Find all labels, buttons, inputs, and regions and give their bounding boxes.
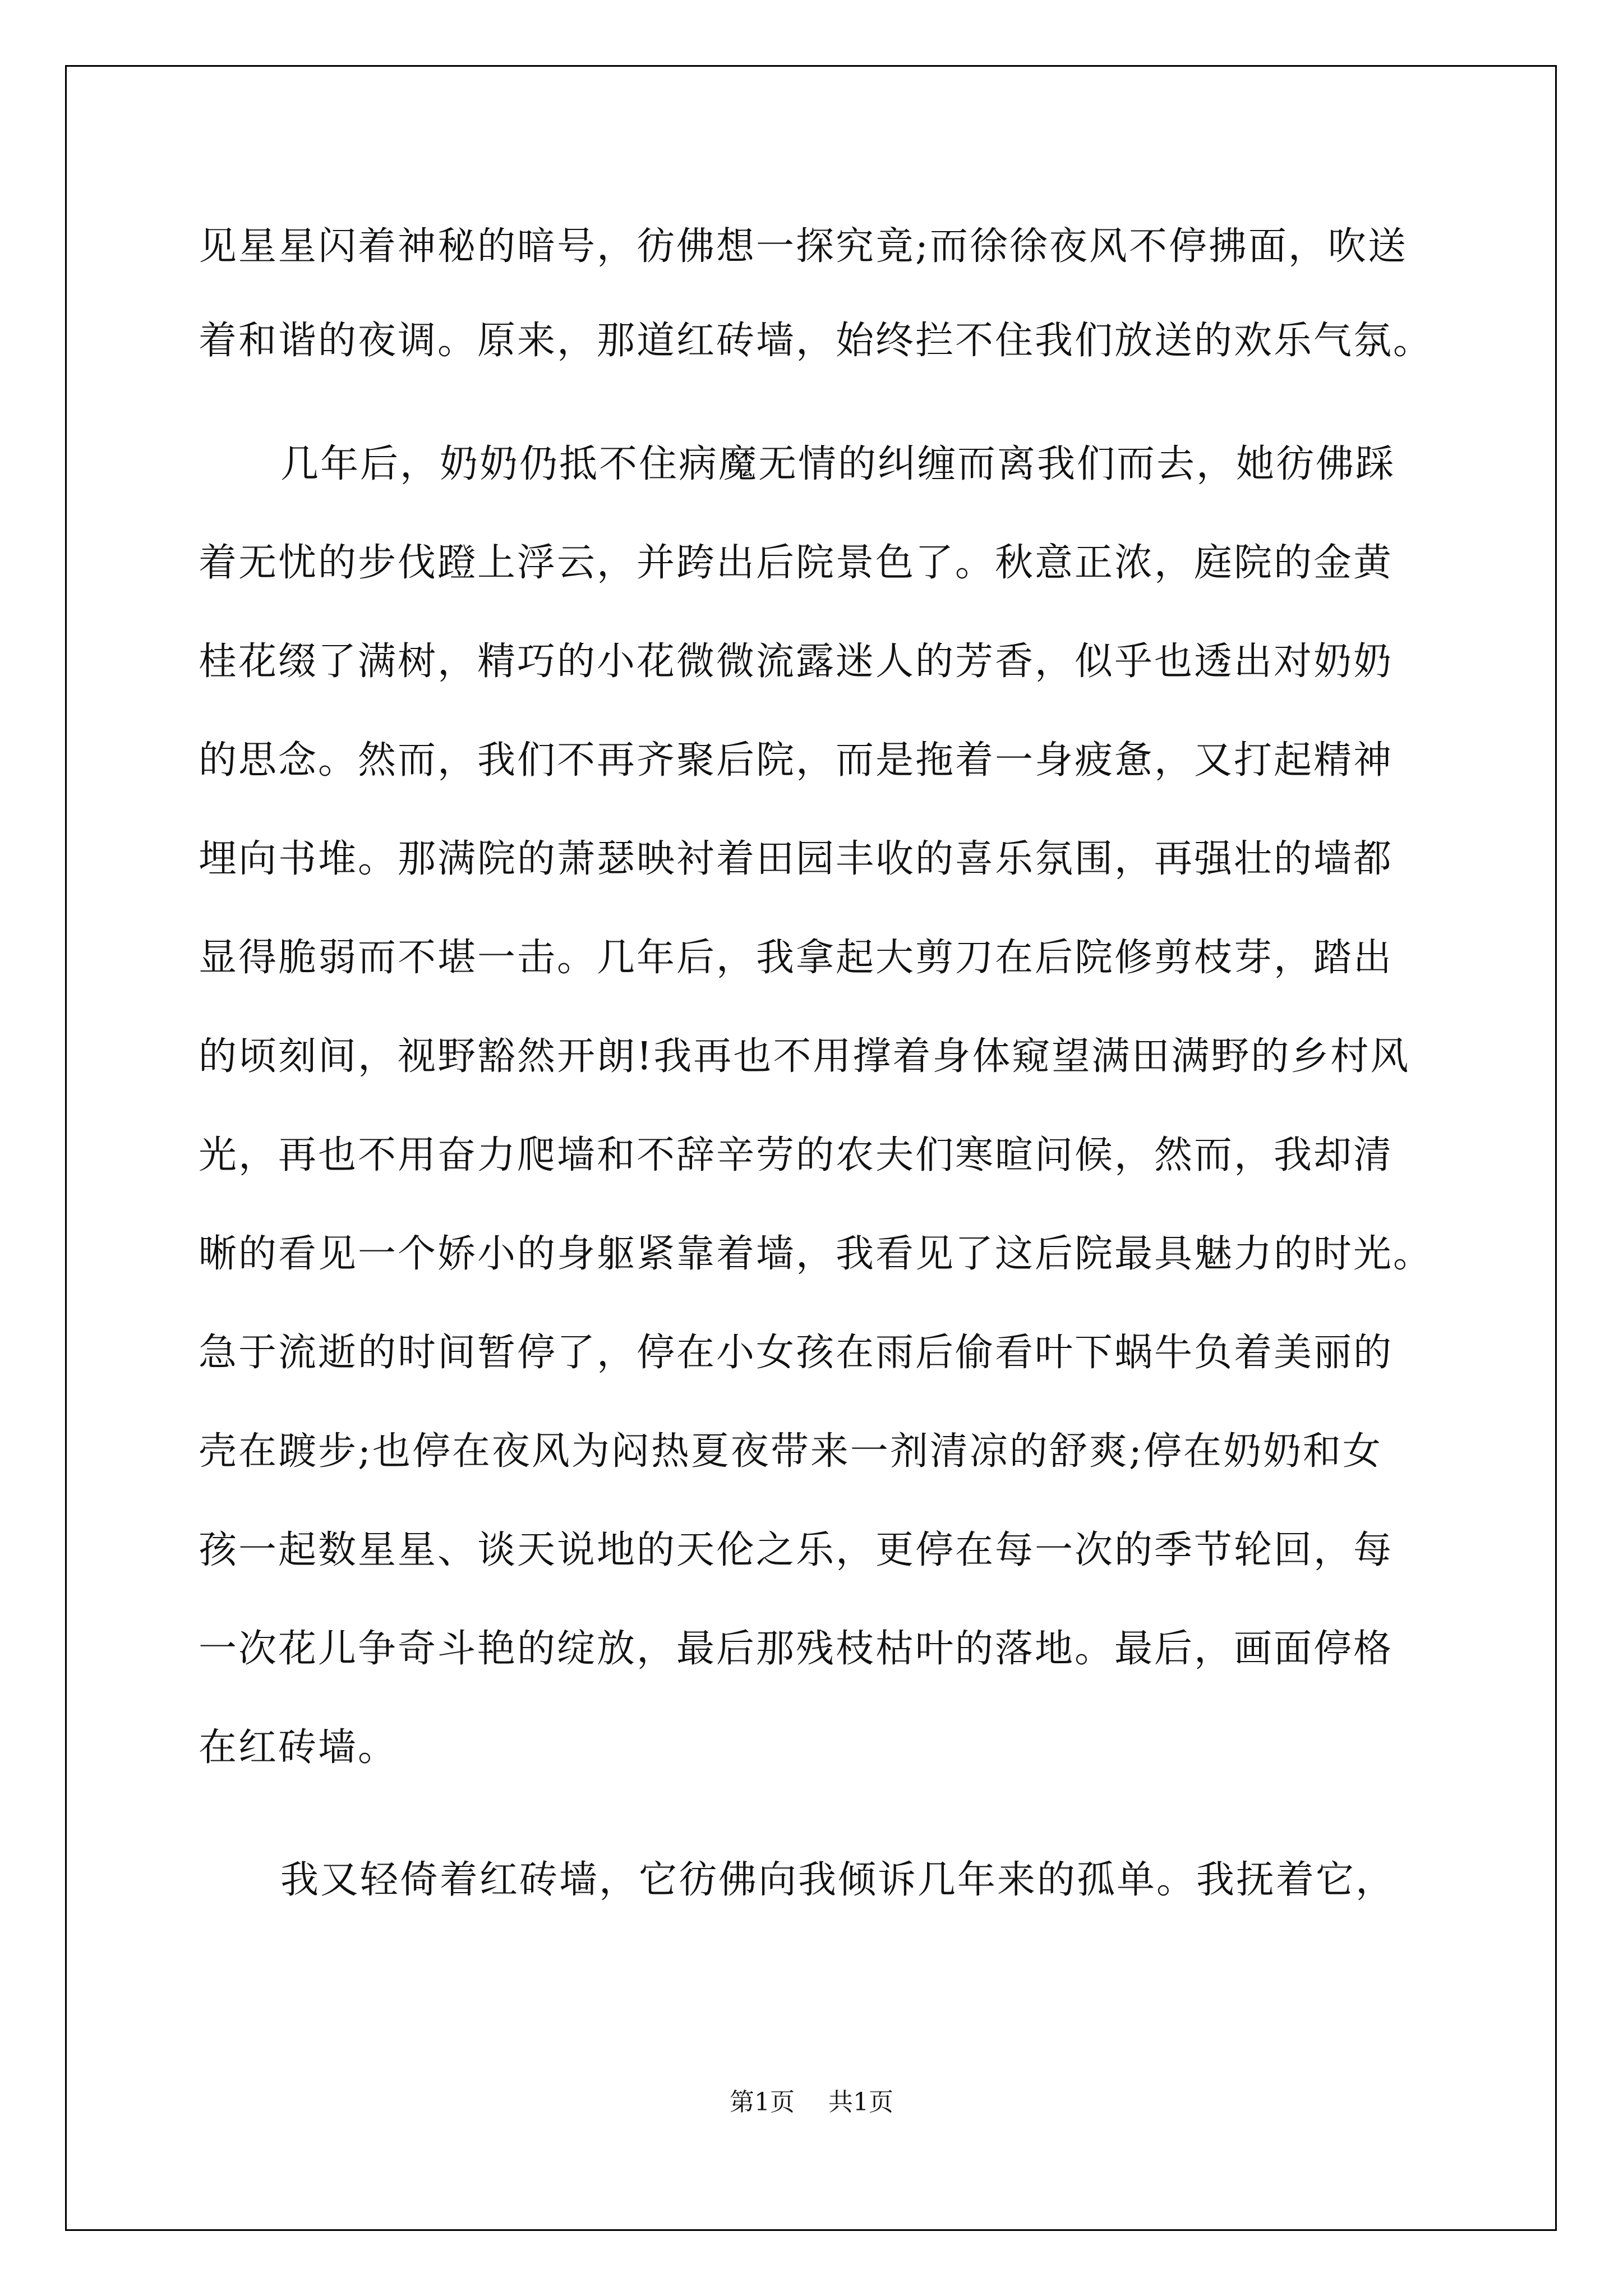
- text-line: 显得脆弱而不堪一击。几年后，我拿起大剪刀在后院修剪枝芽，踏出: [199, 936, 1394, 980]
- text-line: 晰的看见一个娇小的身躯紧靠着墙，我看见了这后院最具魅力的时光。: [199, 1232, 1433, 1276]
- text-line: 孩一起数星星、谈天说地的天伦之乐，更停在每一次的季节轮回，每: [199, 1528, 1394, 1572]
- text-line: 桂花缀了满树，精巧的小花微微流露迷人的芳香，似乎也透出对奶奶: [199, 639, 1394, 684]
- text-line: 在红砖墙。: [199, 1726, 398, 1770]
- text-line: 光，再也不用奋力爬墙和不辞辛劳的农夫们寒暄问候，然而，我却清: [199, 1133, 1394, 1177]
- page-footer: [0, 2086, 1623, 2119]
- text-line: 一次花儿争奇斗艳的绽放，最后那残枝枯叶的落地。最后，画面停格: [199, 1627, 1394, 1671]
- paragraph-start-line: 几年后，奶奶仍抵不住病魔无情的纠缠而离我们而去，她彷佛踩: [280, 442, 1396, 486]
- text-line: 埋向书堆。那满院的萧瑟映衬着田园丰收的喜乐氛围，再强壮的墙都: [199, 837, 1394, 881]
- text-line: 的顷刻间，视野豁然开朗!我再也不用撑着身体窥望满田满野的乡村风: [199, 1034, 1410, 1079]
- page-number: 第1页: [730, 2088, 795, 2116]
- text-line: 见星星闪着神秘的暗号，彷佛想一探究竟;而徐徐夜风不停拂面，吹送: [199, 224, 1408, 269]
- text-line: 的思念。然而，我们不再齐聚后院，而是拖着一身疲惫，又打起精神: [199, 738, 1394, 783]
- paragraph-start-line: 我又轻倚着红砖墙，它彷佛向我倾诉几年来的孤单。我抚着它，: [280, 1858, 1396, 1902]
- text-line: 着和谐的夜调。原来，那道红砖墙，始终拦不住我们放送的欢乐气氛。: [199, 319, 1433, 363]
- text-line: 急于流逝的时间暂停了，停在小女孩在雨后偷看叶下蜗牛负着美丽的: [199, 1331, 1394, 1375]
- page-total: 共1页: [828, 2088, 893, 2116]
- text-line: 着无忧的步伐蹬上浮云，并跨出后院景色了。秋意正浓，庭院的金黄: [199, 541, 1394, 585]
- text-line: 壳在踱步;也停在夜风为闷热夏夜带来一剂清凉的舒爽;停在奶奶和女: [199, 1429, 1382, 1474]
